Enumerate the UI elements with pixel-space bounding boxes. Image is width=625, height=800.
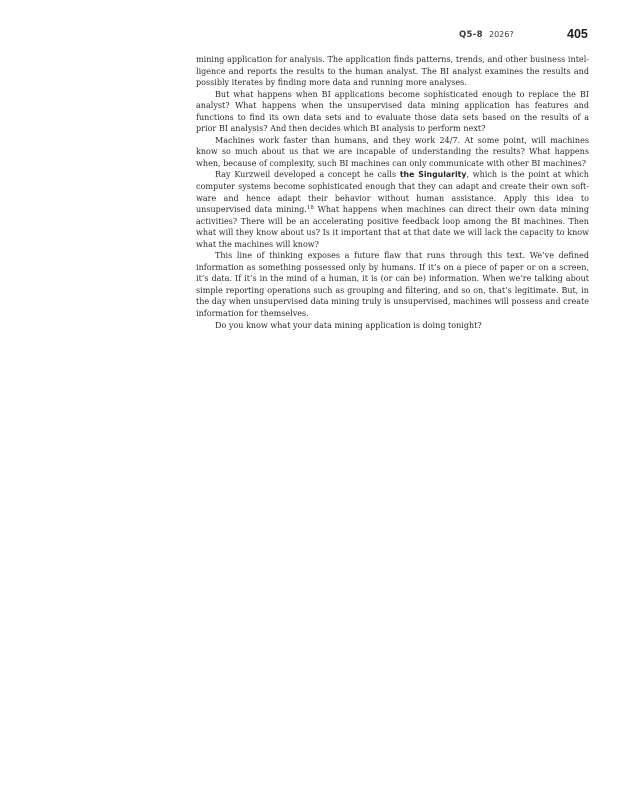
header-year: 2026? [489,30,514,39]
page-number: 405 [567,27,588,41]
section-code: Q5-8 [459,30,483,40]
paragraph-4 [196,169,589,250]
paragraph-5: This line of thinking exposes a future flaw that runs through this text. We’ve defined information as something possessed only by humans. If it’s on a piece of paper or on a screen, it’s data. If it’s in the mind of a human, it is (or can be) information. When we’re talking about simple reporting operations such as grouping and filtering, and so on, that’s legitimate. But, in the day when unsupervised data mining truly is unsupervised, machines will possess and create information for themselves. [196,251,589,319]
paragraph-6: Do you know what your data mining application is doing tonight? [215,320,482,330]
paragraph-2: But what happens when BI applications become sophisticated enough to replace the BI analyst? What happens when the unsupervised data mining application has features and functions to find its own data sets and to evaluate those data sets based on the results of a prior BI analysis? And then decides which BI analysis to perform next? [196,89,589,134]
footnote-marker: 18 [306,205,314,212]
paragraph-4-end: What happens when machines can direct their own data mining activities? There will be an accelerating positive feedback loop among the BI machines. Then what will they know about us? Is it important that at that date we will lack the capacity to know what the machines will know? [196,205,589,249]
paragraph-1: mining application for analysis. The application finds patterns, trends, and other business intelligence and reports the results to the human analyst. The BI analyst examines the results and possibly iterates by finding more data and running more analyses. [196,55,589,88]
paragraph-3: Machines work faster than humans, and they work 24/7. At some point, will machines know so much about us that we are incapable of understanding the results? What happens when, because of complexity, such BI machines can only communicate with other BI machines? [196,135,589,168]
article-body [196,54,589,331]
paragraph-4-middle: , which is the point at which computer systems become sophisticated enough that they can adapt and create their own software and hence adapt their behavior without human assistance. Apply this idea to unsupervised data mining. [196,170,589,215]
paragraph-4-intro: Ray Kurzweil developed a concept he calls [215,170,400,180]
key-term-singularity: the Singularity [399,170,467,180]
running-header [0,27,625,43]
